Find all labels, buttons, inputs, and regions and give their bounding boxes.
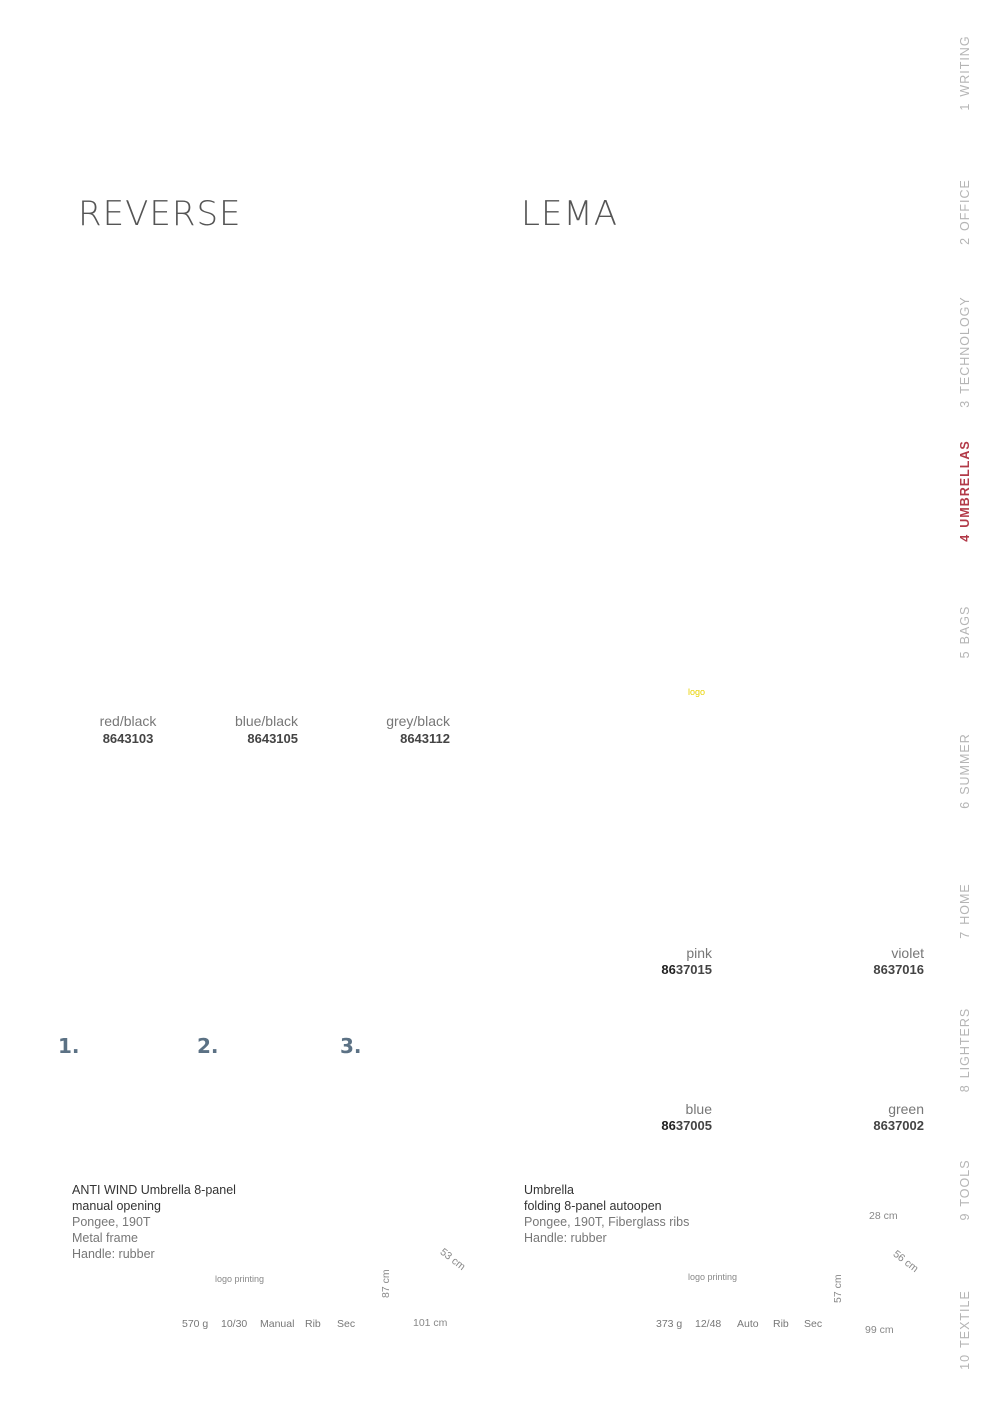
nav-tools[interactable]: 9TOOLS: [958, 1159, 972, 1221]
variant-color: green: [888, 1101, 924, 1117]
variant-green: [862, 1101, 924, 1133]
nav-technology[interactable]: 3TECHNOLOGY: [958, 296, 972, 408]
variant-red-black: [99, 713, 157, 746]
desc-line: Pongee, 190T, Fiberglass ribs: [524, 1215, 690, 1229]
variant-blue: [650, 1101, 712, 1133]
variant-code: 8643112: [400, 731, 450, 746]
logo-marker: logo: [688, 687, 706, 697]
variant-code: 8643103: [102, 731, 154, 746]
desc-line: folding 8-panel autoopen: [524, 1199, 662, 1213]
variant-code: 8637005: [661, 1118, 712, 1133]
nav-office[interactable]: 2OFFICE: [958, 179, 972, 245]
reverse-description: [72, 1182, 236, 1262]
variant-color: violet: [891, 945, 924, 961]
spec-weight: 570 g: [182, 1318, 209, 1330]
variant-blue-black: [232, 713, 298, 746]
desc-line: ANTI WIND Umbrella 8-panel: [72, 1183, 236, 1197]
spec-pack: 10/30: [221, 1318, 248, 1330]
variant-pink: [650, 945, 712, 977]
desc-line: Pongee, 190T: [72, 1215, 151, 1229]
spec-pack: 12/48: [695, 1318, 722, 1330]
step-1: 1.: [58, 1034, 80, 1058]
nav-lighters[interactable]: 8LIGHTERS: [958, 1007, 972, 1093]
nav-writing[interactable]: 1WRITING: [958, 35, 972, 111]
dim-height: 57 cm: [832, 1274, 844, 1303]
reverse-title: REVERSE: [78, 194, 242, 234]
dim-diagonal: 56 cm: [890, 1248, 921, 1276]
variant-code: 8637015: [661, 962, 712, 977]
nav-bags[interactable]: 5BAGS: [958, 605, 972, 659]
spec-rib: Rib: [305, 1318, 321, 1330]
desc-line: Handle: rubber: [72, 1247, 155, 1261]
logo-printing-label: logo printing: [688, 1272, 738, 1282]
desc-line: Handle: rubber: [524, 1231, 607, 1245]
desc-line: Umbrella: [524, 1183, 575, 1197]
dim-width: 99 cm: [865, 1324, 894, 1336]
step-3: 3.: [340, 1034, 362, 1058]
step-2: 2.: [197, 1034, 219, 1058]
spec-rib: Rib: [773, 1318, 789, 1330]
variant-color: blue: [685, 1101, 712, 1117]
lema-title: LEMA: [521, 194, 619, 234]
variant-code: 8637016: [873, 962, 924, 977]
variant-color: pink: [686, 945, 712, 961]
variant-color: red/black: [99, 713, 157, 729]
variant-color: grey/black: [386, 713, 450, 729]
nav-home[interactable]: 7HOME: [958, 883, 972, 939]
variant-grey-black: [384, 713, 450, 746]
desc-line: Metal frame: [72, 1231, 138, 1245]
spec-opening: Auto: [737, 1318, 759, 1330]
dim-width: 101 cm: [413, 1317, 448, 1329]
dim-height: 87 cm: [380, 1269, 392, 1298]
lema-description: [524, 1182, 689, 1246]
variant-code: 8637002: [873, 1118, 924, 1133]
nav-umbrellas[interactable]: 4UMBRELLAS: [958, 440, 972, 542]
variant-color: blue/black: [234, 713, 298, 729]
spec-weight: 373 g: [656, 1318, 683, 1330]
variant-violet: [862, 945, 924, 977]
variant-code: 8643105: [247, 731, 298, 746]
desc-line: manual opening: [72, 1199, 161, 1213]
dim-top: 28 cm: [869, 1210, 898, 1222]
spec-sec: Sec: [337, 1318, 356, 1330]
spec-opening: Manual: [260, 1318, 295, 1330]
nav-textile[interactable]: 10TEXTILE: [958, 1290, 972, 1370]
spec-sec: Sec: [804, 1318, 823, 1330]
logo-printing-label: logo printing: [215, 1274, 265, 1284]
nav-summer[interactable]: 6SUMMER: [958, 733, 972, 809]
dim-diagonal: 53 cm: [437, 1246, 468, 1274]
